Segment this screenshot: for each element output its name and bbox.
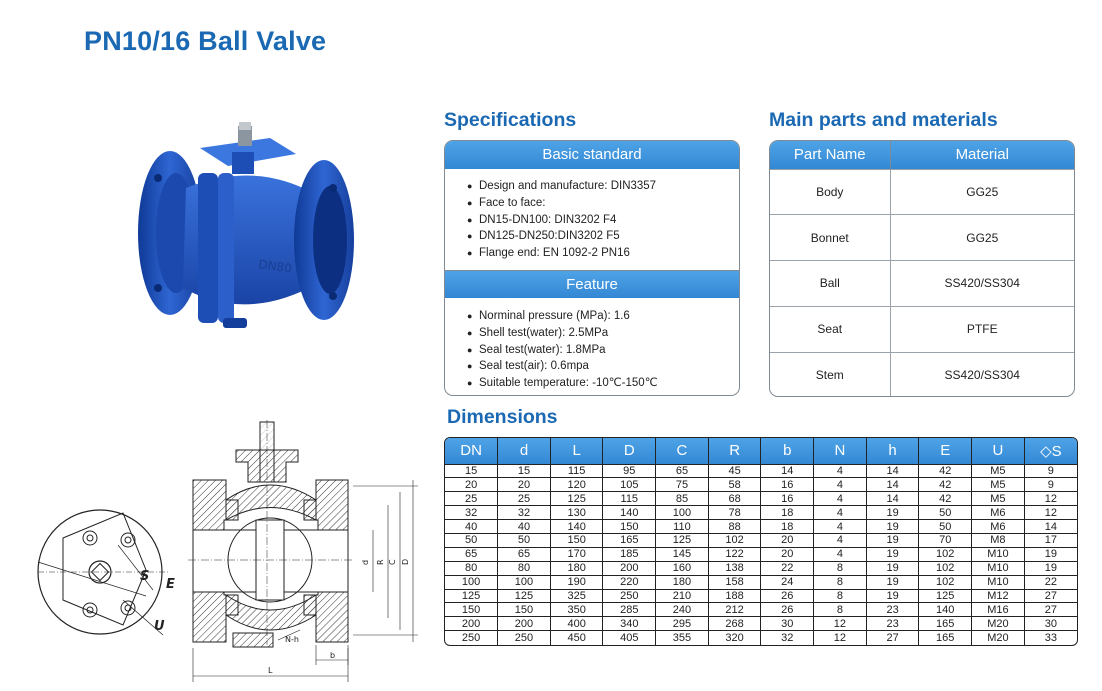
table-cell: 150 [603, 520, 656, 534]
table-cell: 19 [866, 520, 919, 534]
specifications-box [444, 140, 740, 396]
table-cell: 19 [866, 575, 919, 589]
table-cell: 122 [708, 547, 761, 561]
table-cell: 15 [445, 464, 498, 478]
table-cell: 65 [656, 464, 709, 478]
page-title: PN10/16 Ball Valve [84, 26, 327, 56]
table-cell: 210 [656, 589, 709, 603]
table-cell: 19 [1024, 561, 1077, 575]
table-cell: 42 [919, 464, 972, 478]
table-cell: 27 [866, 631, 919, 645]
table-cell: 340 [603, 617, 656, 631]
table-cell: 32 [761, 631, 814, 645]
label-nh: N-h [285, 635, 299, 644]
table-cell: 78 [708, 506, 761, 520]
table-cell: 27 [1024, 589, 1077, 603]
material-cell: PTFE [890, 306, 1074, 352]
part-name-cell: Seat [770, 306, 890, 352]
table-cell: 125 [656, 533, 709, 547]
list-item: ● Face to face: [467, 195, 739, 212]
table-cell: 212 [708, 603, 761, 617]
table-cell: 65 [445, 547, 498, 561]
table-cell: M12 [972, 589, 1025, 603]
table-cell: 16 [761, 478, 814, 492]
table-cell: M10 [972, 561, 1025, 575]
table-cell: 8 [814, 575, 867, 589]
table-cell: 30 [1024, 617, 1077, 631]
dimensions-table [444, 437, 1078, 646]
dimensions-header-cell: U [972, 438, 1025, 464]
table-cell: 50 [919, 506, 972, 520]
table-cell: 22 [1024, 575, 1077, 589]
table-cell: 12 [1024, 506, 1077, 520]
table-cell: 18 [761, 506, 814, 520]
table-cell: 180 [550, 561, 603, 575]
label-r: R [376, 559, 385, 565]
table-cell: 19 [866, 506, 919, 520]
list-item: ● DN125-DN250:DIN3202 F5 [467, 228, 739, 245]
table-cell: 250 [445, 631, 498, 645]
table-cell: 240 [656, 603, 709, 617]
table-row [445, 506, 1077, 520]
table-cell: 450 [550, 631, 603, 645]
table-cell: 50 [919, 520, 972, 534]
table-cell: 158 [708, 575, 761, 589]
table-cell: 165 [919, 631, 972, 645]
dimensions-header-cell: E [919, 438, 972, 464]
material-cell: SS420/SS304 [890, 352, 1074, 397]
part-name-cell: Bonnet [770, 215, 890, 261]
valve-dimension-drawing [28, 420, 428, 682]
label-e: E [166, 577, 175, 592]
table-cell: 125 [550, 492, 603, 506]
table-cell: 4 [814, 464, 867, 478]
list-item: ● Suitable temperature: -10℃-150℃ [467, 375, 739, 392]
dimensions-header-cell: L [550, 438, 603, 464]
list-item: ● Design and manufacture: DIN3357 [467, 178, 739, 195]
table-row [445, 617, 1077, 631]
table-cell: 115 [550, 464, 603, 478]
basic-standard-header: Basic standard [445, 141, 739, 169]
table-cell: 40 [445, 520, 498, 534]
table-cell: 20 [761, 547, 814, 561]
table-cell: 20 [761, 533, 814, 547]
dimensions-header-cell: D [603, 438, 656, 464]
list-item: ● Seal test(air): 0.6mpa [467, 358, 739, 375]
table-cell: 405 [603, 631, 656, 645]
table-cell: 350 [550, 603, 603, 617]
table-cell: 88 [708, 520, 761, 534]
top-view [38, 510, 175, 635]
table-cell: 220 [603, 575, 656, 589]
table-cell: M16 [972, 603, 1025, 617]
ball-valve-photo [128, 118, 358, 368]
table-cell: 140 [919, 603, 972, 617]
list-item: ● Flange end: EN 1092-2 PN16 [467, 245, 739, 262]
table-cell: 102 [919, 575, 972, 589]
table-cell: 295 [656, 617, 709, 631]
table-cell: 4 [814, 492, 867, 506]
table-cell: 102 [708, 533, 761, 547]
table-cell: 12 [814, 617, 867, 631]
parts-header-cell: Material [890, 141, 1074, 169]
table-cell: 140 [550, 520, 603, 534]
table-cell: 14 [1024, 520, 1077, 534]
table-cell: 4 [814, 533, 867, 547]
table-row [445, 631, 1077, 645]
table-cell: 125 [919, 589, 972, 603]
label-b: b [330, 651, 336, 660]
table-cell: 8 [814, 561, 867, 575]
table-cell: 185 [603, 547, 656, 561]
table-cell: 100 [656, 506, 709, 520]
table-cell: 100 [445, 575, 498, 589]
table-cell: 285 [603, 603, 656, 617]
table-cell: 14 [866, 464, 919, 478]
table-cell: M20 [972, 617, 1025, 631]
table-row [445, 464, 1077, 478]
table-row [770, 306, 1074, 352]
table-cell: 8 [814, 589, 867, 603]
table-cell: 19 [866, 533, 919, 547]
table-row [445, 547, 1077, 561]
part-name-cell: Body [770, 169, 890, 215]
table-cell: 120 [550, 478, 603, 492]
table-cell: 180 [656, 575, 709, 589]
table-cell: 8 [814, 603, 867, 617]
list-item: ● Shell test(water): 2.5MPa [467, 325, 739, 342]
table-cell: 42 [919, 478, 972, 492]
table-cell: 138 [708, 561, 761, 575]
dimensions-header-cell: ◇S [1024, 438, 1077, 464]
table-cell: 250 [603, 589, 656, 603]
table-cell: 50 [498, 533, 551, 547]
dimensions-heading: Dimensions [447, 406, 558, 428]
table-cell: 4 [814, 520, 867, 534]
table-cell: 33 [1024, 631, 1077, 645]
svg-text:DN80: DN80 [257, 257, 293, 276]
table-cell: M5 [972, 478, 1025, 492]
table-cell: 145 [656, 547, 709, 561]
table-cell: 200 [445, 617, 498, 631]
dimensions-header-cell: d [498, 438, 551, 464]
table-cell: 68 [708, 492, 761, 506]
table-cell: 19 [866, 561, 919, 575]
parts-heading: Main parts and materials [769, 109, 998, 131]
table-cell: 27 [1024, 603, 1077, 617]
table-cell: 20 [498, 478, 551, 492]
label-dd: D [401, 558, 410, 565]
table-cell: 4 [814, 478, 867, 492]
table-cell: 12 [1024, 492, 1077, 506]
material-cell: SS420/SS304 [890, 261, 1074, 307]
table-cell: 9 [1024, 478, 1077, 492]
table-cell: 25 [498, 492, 551, 506]
table-cell: 325 [550, 589, 603, 603]
table-cell: M10 [972, 575, 1025, 589]
table-cell: 9 [1024, 464, 1077, 478]
parts-header-cell: Part Name [770, 141, 890, 169]
table-cell: M8 [972, 533, 1025, 547]
table-cell: M10 [972, 547, 1025, 561]
list-item: ● Norminal pressure (MPa): 1.6 [467, 308, 739, 325]
basic-standard-list [445, 169, 739, 270]
label-l: L [268, 666, 273, 675]
material-cell: GG25 [890, 169, 1074, 215]
table-cell: M6 [972, 506, 1025, 520]
table-cell: 80 [445, 561, 498, 575]
table-cell: 32 [498, 506, 551, 520]
section-view [188, 420, 418, 682]
table-cell: 4 [814, 506, 867, 520]
table-cell: 14 [761, 464, 814, 478]
table-cell: 95 [603, 464, 656, 478]
dimensions-header-cell: N [814, 438, 867, 464]
table-cell: 15 [498, 464, 551, 478]
table-cell: 58 [708, 478, 761, 492]
table-cell: 50 [445, 533, 498, 547]
dimensions-header-cell: b [761, 438, 814, 464]
table-row [445, 492, 1077, 506]
table-cell: 12 [814, 631, 867, 645]
part-name-cell: Ball [770, 261, 890, 307]
table-cell: 105 [603, 478, 656, 492]
list-item: ● Seal test(water): 1.8MPa [467, 342, 739, 359]
table-cell: 150 [498, 603, 551, 617]
table-cell: 400 [550, 617, 603, 631]
table-cell: 150 [445, 603, 498, 617]
table-cell: M5 [972, 492, 1025, 506]
table-cell: 16 [761, 492, 814, 506]
table-cell: 200 [498, 617, 551, 631]
table-row [445, 520, 1077, 534]
list-item: ● DN15-DN100: DIN3202 F4 [467, 212, 739, 229]
feature-list [445, 298, 739, 396]
table-cell: 250 [498, 631, 551, 645]
table-cell: 23 [866, 617, 919, 631]
table-cell: 165 [603, 533, 656, 547]
specifications-heading: Specifications [444, 109, 577, 131]
table-cell: 19 [1024, 547, 1077, 561]
table-cell: 25 [445, 492, 498, 506]
table-cell: 30 [761, 617, 814, 631]
table-cell: 320 [708, 631, 761, 645]
table-row [770, 352, 1074, 397]
dimensions-header-cell: R [708, 438, 761, 464]
table-row [770, 169, 1074, 215]
table-cell: 26 [761, 589, 814, 603]
table-cell: 70 [919, 533, 972, 547]
table-cell: 22 [761, 561, 814, 575]
table-cell: M5 [972, 464, 1025, 478]
table-cell: 355 [656, 631, 709, 645]
table-row [445, 575, 1077, 589]
table-row [445, 561, 1077, 575]
table-cell: 125 [445, 589, 498, 603]
dimensions-header-cell: h [866, 438, 919, 464]
label-u: U [154, 619, 165, 634]
table-cell: 23 [866, 603, 919, 617]
table-cell: 65 [498, 547, 551, 561]
table-cell: 130 [550, 506, 603, 520]
table-row [770, 261, 1074, 307]
table-cell: M20 [972, 631, 1025, 645]
table-cell: 102 [919, 547, 972, 561]
label-d: d [361, 559, 370, 565]
parts-table [769, 140, 1075, 397]
table-row [445, 478, 1077, 492]
material-cell: GG25 [890, 215, 1074, 261]
table-cell: M6 [972, 520, 1025, 534]
feature-header: Feature [445, 270, 739, 298]
label-c: C [388, 559, 397, 565]
table-cell: 20 [445, 478, 498, 492]
table-cell: 80 [498, 561, 551, 575]
table-cell: 188 [708, 589, 761, 603]
table-cell: 115 [603, 492, 656, 506]
table-cell: 24 [761, 575, 814, 589]
table-cell: 150 [550, 533, 603, 547]
table-cell: 165 [919, 617, 972, 631]
table-row [445, 533, 1077, 547]
table-cell: 200 [603, 561, 656, 575]
table-cell: 18 [761, 520, 814, 534]
table-cell: 32 [445, 506, 498, 520]
label-s: S [140, 569, 150, 584]
table-cell: 268 [708, 617, 761, 631]
table-cell: 170 [550, 547, 603, 561]
table-row [445, 589, 1077, 603]
table-cell: 75 [656, 478, 709, 492]
table-row [770, 215, 1074, 261]
table-cell: 190 [550, 575, 603, 589]
table-cell: 85 [656, 492, 709, 506]
table-cell: 40 [498, 520, 551, 534]
table-cell: 100 [498, 575, 551, 589]
table-cell: 160 [656, 561, 709, 575]
table-cell: 140 [603, 506, 656, 520]
table-row [445, 603, 1077, 617]
table-cell: 19 [866, 589, 919, 603]
table-cell: 125 [498, 589, 551, 603]
dimensions-header-cell: C [656, 438, 709, 464]
table-cell: 102 [919, 561, 972, 575]
table-cell: 14 [866, 478, 919, 492]
table-cell: 45 [708, 464, 761, 478]
table-cell: 17 [1024, 533, 1077, 547]
part-name-cell: Stem [770, 352, 890, 397]
table-cell: 42 [919, 492, 972, 506]
dimensions-header-cell: DN [445, 438, 498, 464]
table-cell: 4 [814, 547, 867, 561]
table-cell: 19 [866, 547, 919, 561]
table-cell: 110 [656, 520, 709, 534]
table-cell: 14 [866, 492, 919, 506]
table-cell: 26 [761, 603, 814, 617]
